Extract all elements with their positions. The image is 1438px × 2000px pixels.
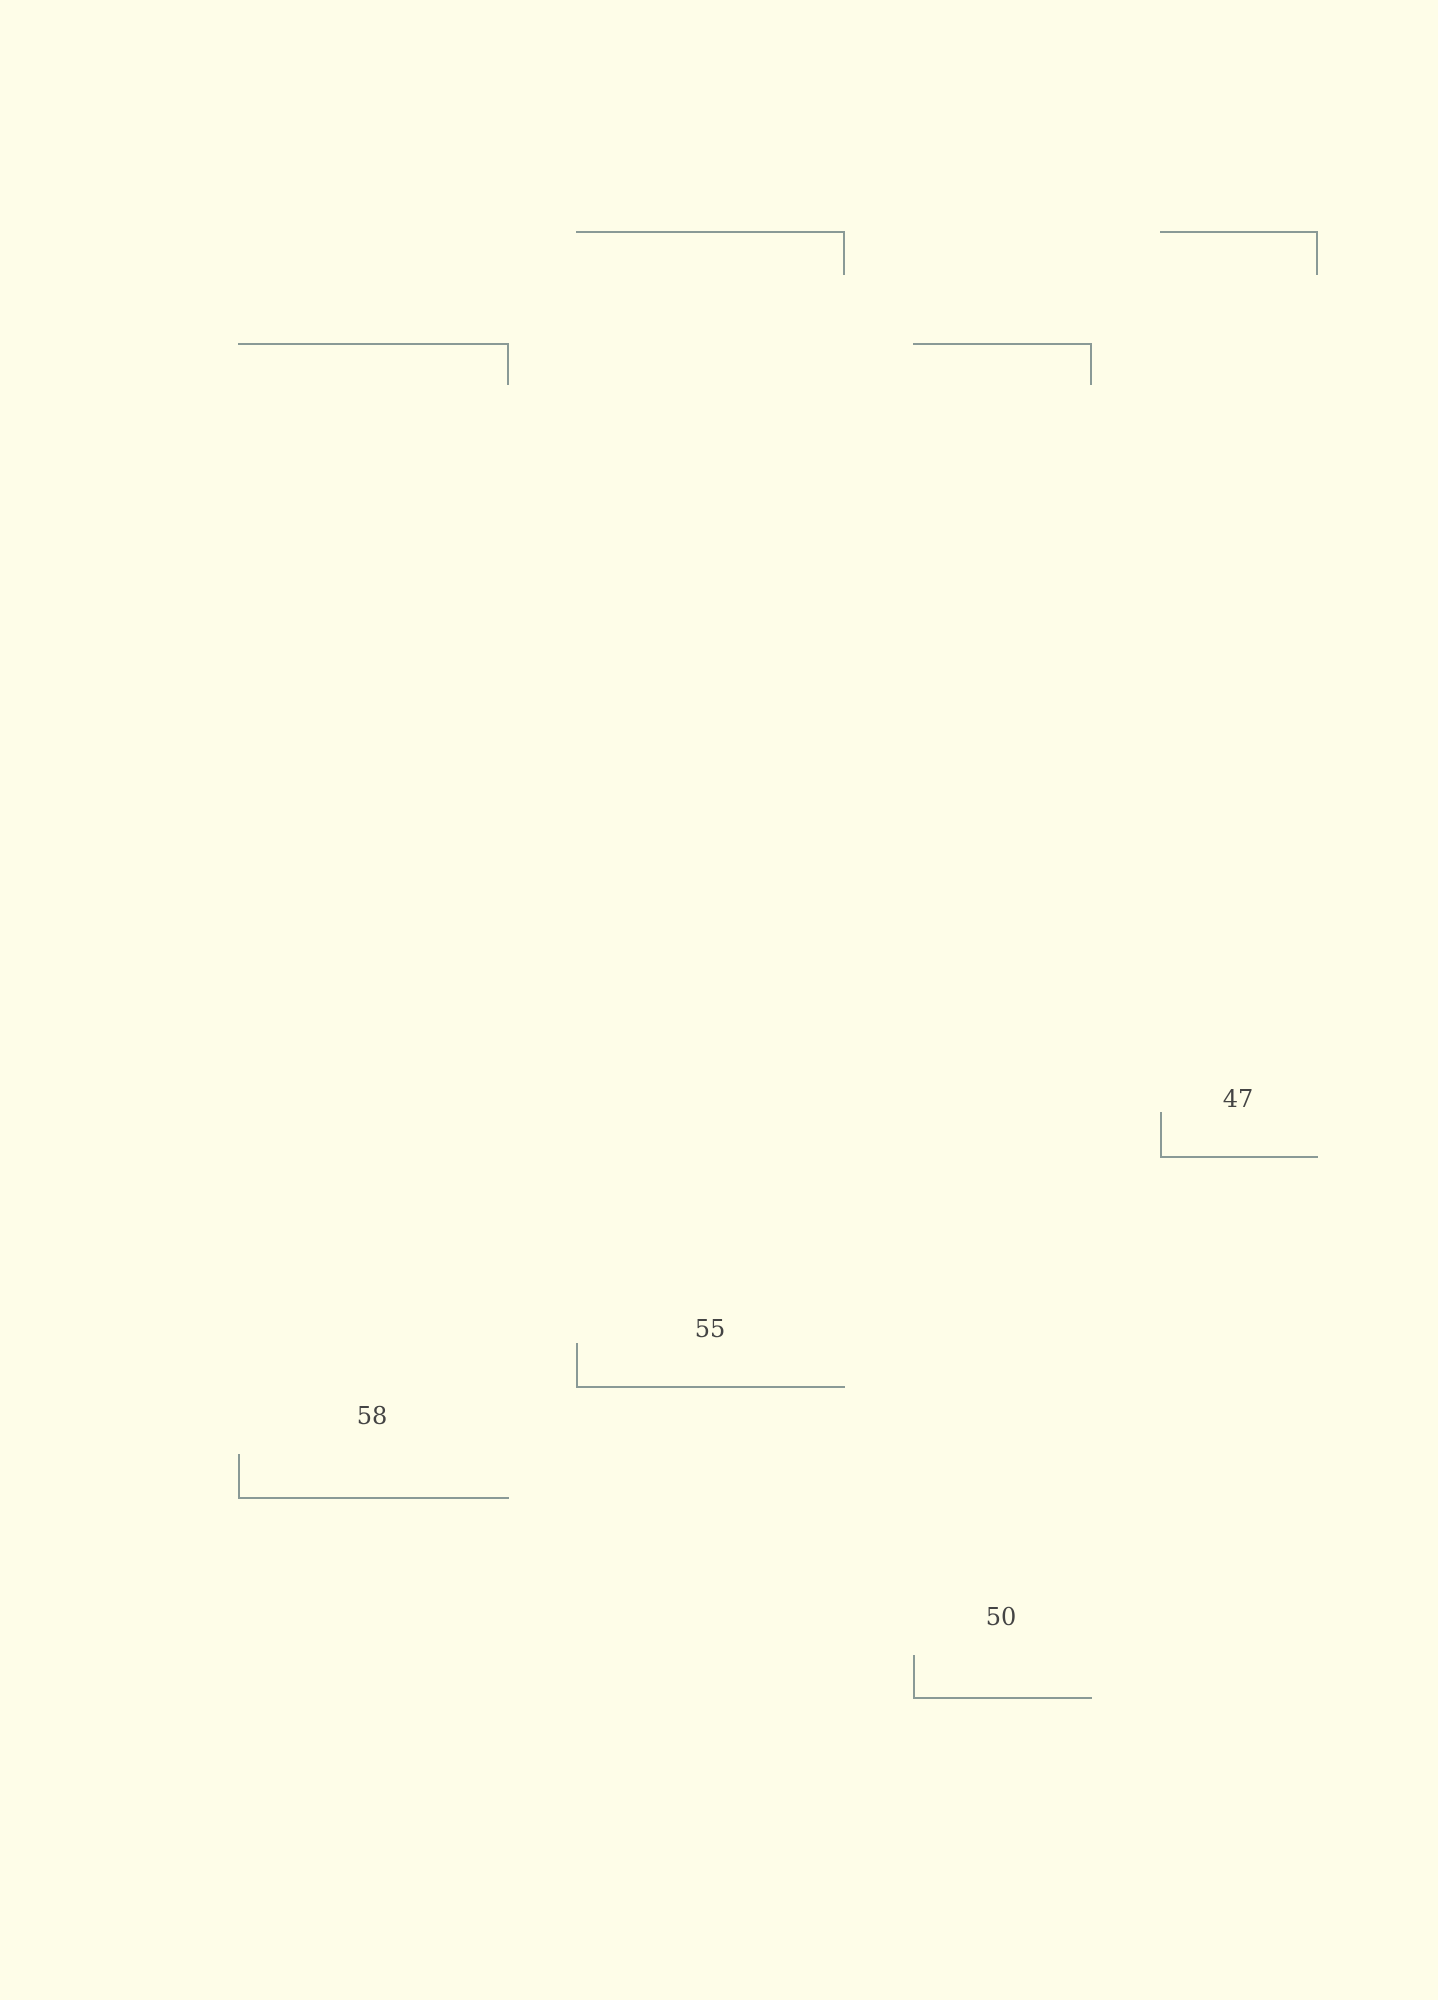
page-number-47: 47 [1222,1085,1254,1113]
page-number-50: 50 [985,1603,1017,1631]
page-number-55: 55 [694,1315,726,1343]
page-number-58: 58 [356,1402,388,1430]
